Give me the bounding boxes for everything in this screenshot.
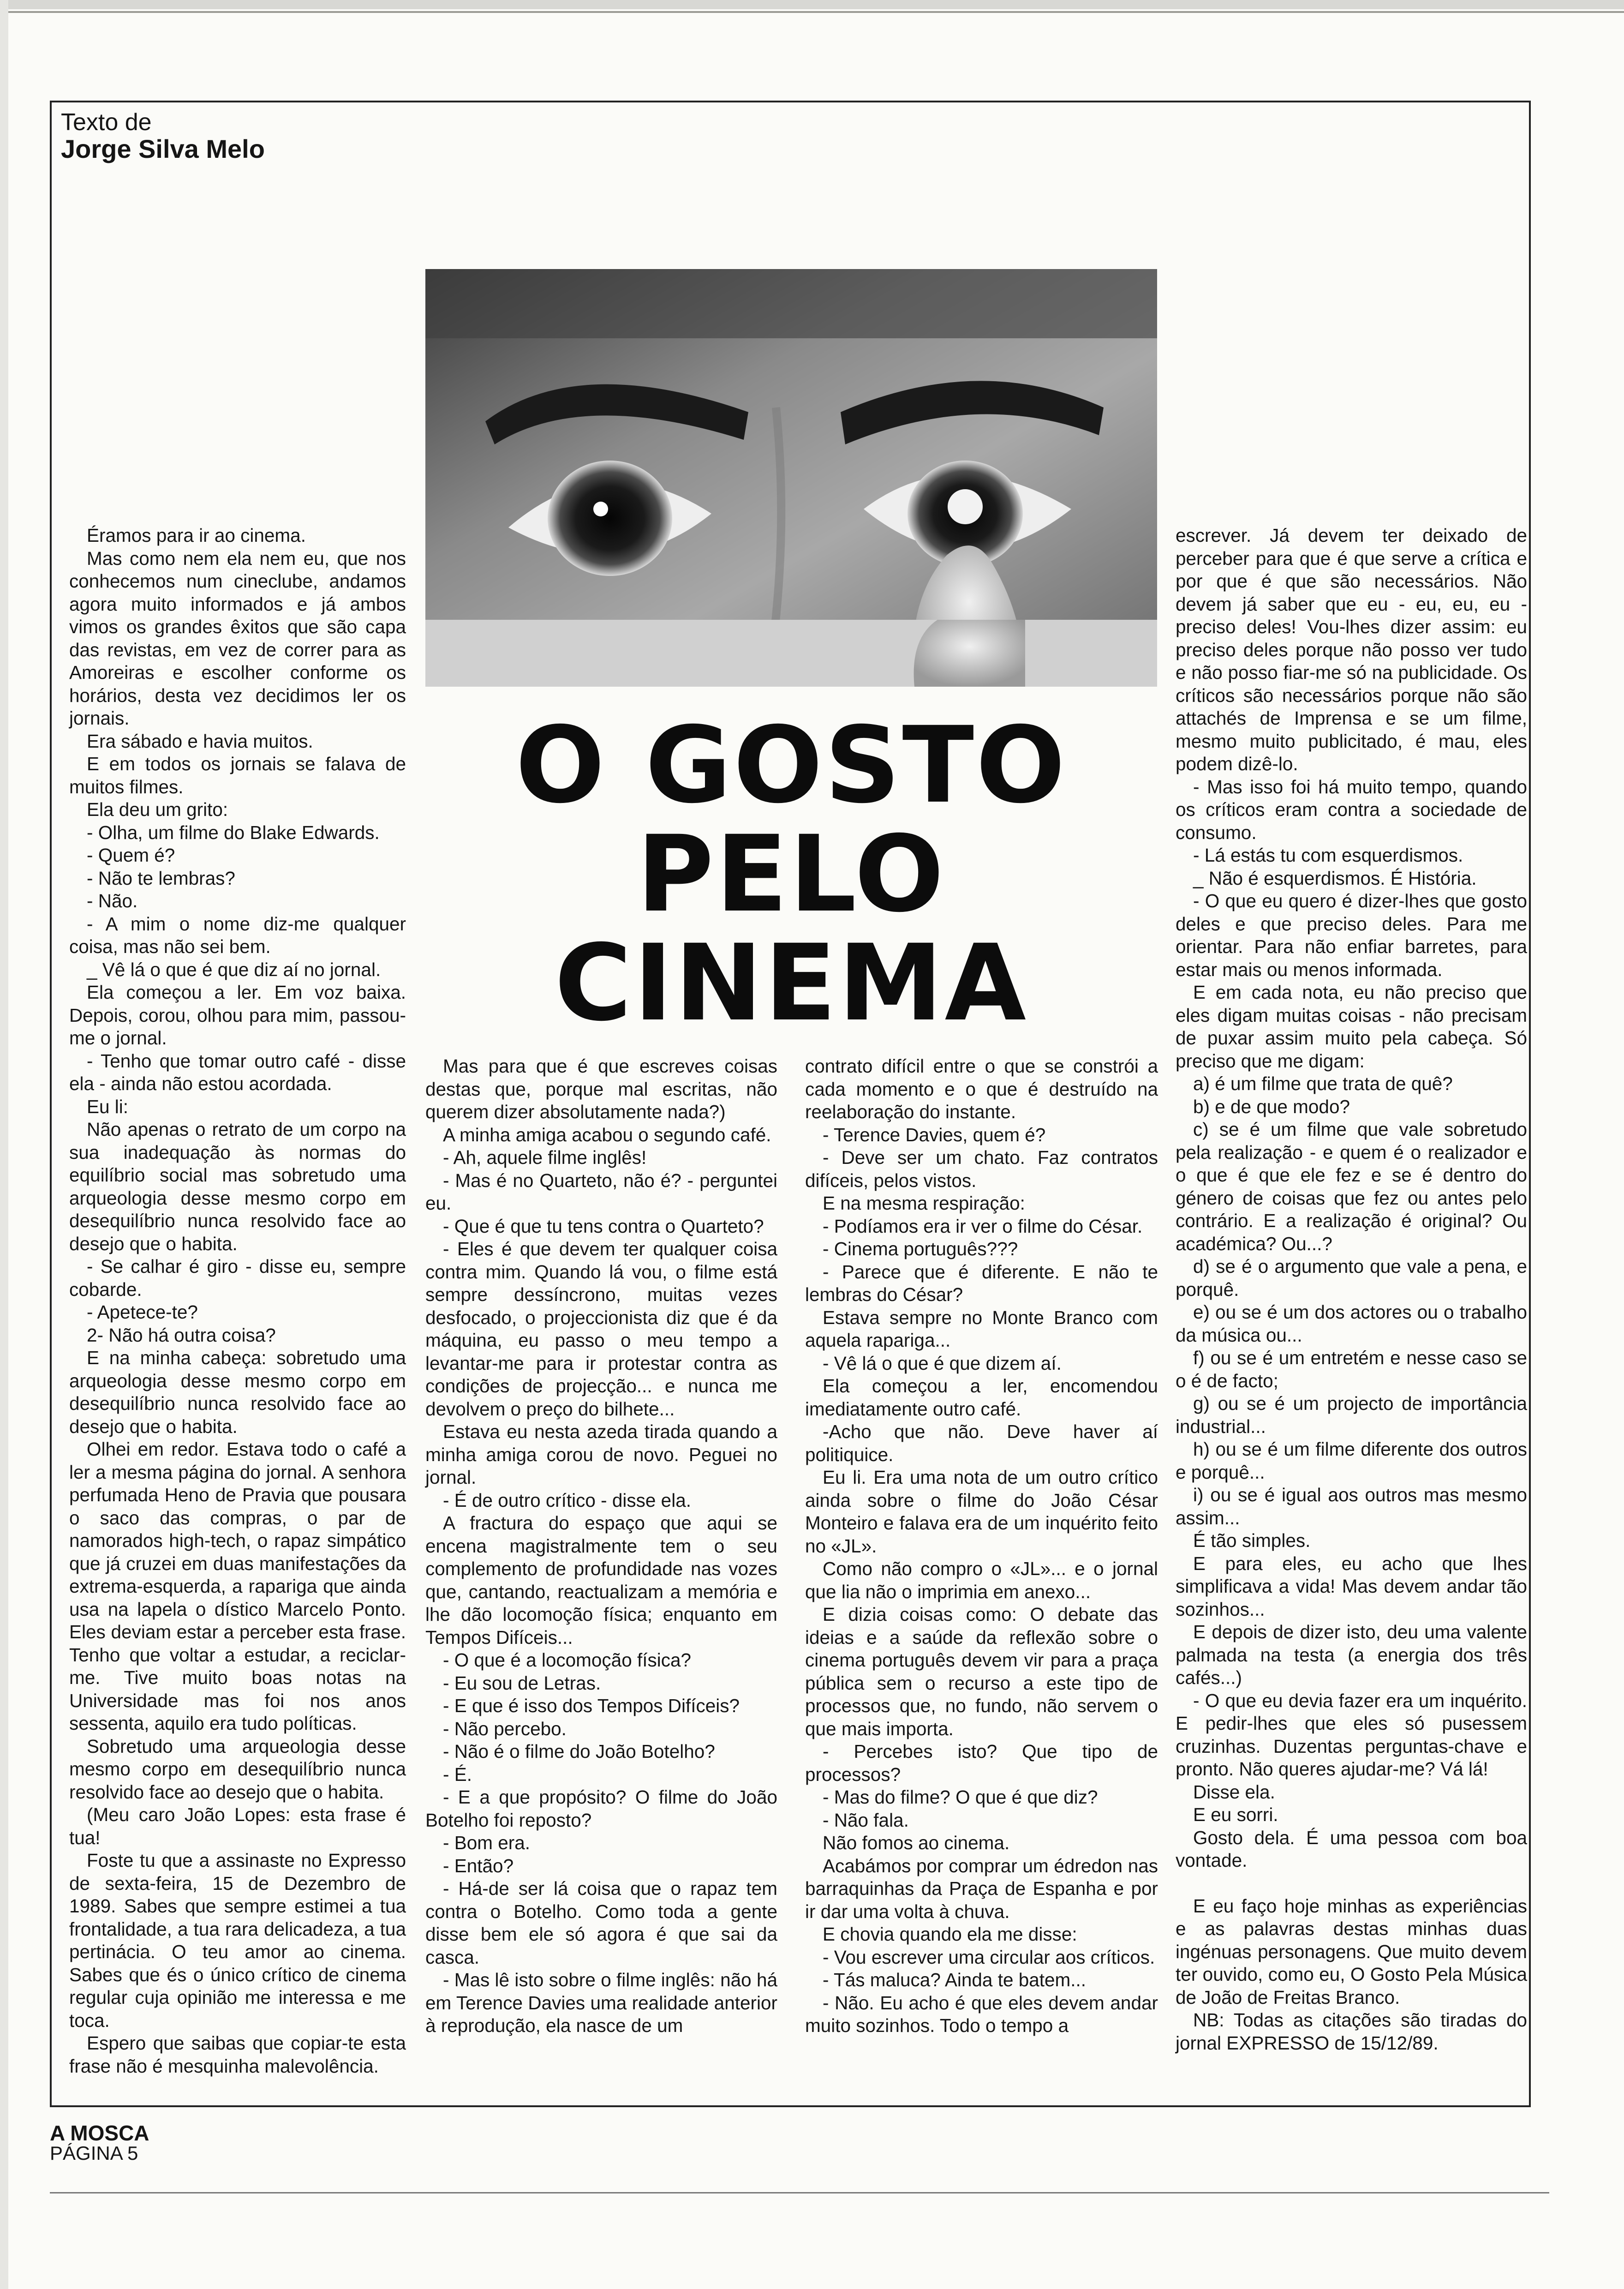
paragraph: contrato difícil entre o que se constrói a cada momento e o que é destruído na reelaboração do instante.	[805, 1055, 1158, 1122]
paragraph: E chovia quando ela me disse:	[823, 1923, 1077, 1945]
byline-prefix: Texto de	[61, 109, 152, 136]
paragraph: - O que eu devia fazer era um inquérito. E pedir-lhes que eles só pusessem cruzinhas. Duzentas perguntas-chave e pronto. Não queres ajudar-me? Vá lá!	[1176, 1690, 1527, 1780]
paragraph: Como não compro o «JL»... e o jornal que lia não o imprimia em anexo...	[805, 1558, 1158, 1602]
paragraph: Mas para que é que escreves coisas destas que, porque mal escritas, não querem dizer absolutamente nada?)	[425, 1055, 777, 1122]
paragraph: - Vou escrever uma circular aos críticos.	[823, 1946, 1155, 1968]
paragraph: - Percebes isto? Que tipo de processos?	[805, 1741, 1158, 1785]
paragraph: E na mesma respiração:	[823, 1192, 1025, 1214]
paragraph: Estava eu nesta azeda tirada quando a minha amiga corou de novo. Peguei no jornal.	[425, 1421, 777, 1488]
paragraph: b) e de que modo?	[1193, 1096, 1350, 1117]
paragraph: - Não fala.	[823, 1809, 909, 1831]
paragraph: escrever. Já devem ter deixado de perceber para que é que serve a crítica e por que é que são necessários. Não devem já saber que eu - eu, eu, eu - preciso deles! Vou-lhes dizer assim: eu preciso deles porque não posso ver tudo e não posso fiar-me só na publicidade. Os críticos são necessários porque não são attachés de Imprensa e se um filme, mesmo muito publicitado, é mau, eles podem dizê-lo.	[1176, 525, 1527, 774]
paragraph: - Apetece-te?	[87, 1301, 198, 1323]
paragraph: - Lá estás tu com esquerdismos.	[1193, 845, 1463, 866]
bottom-rule	[50, 2192, 1549, 2193]
paragraph: - Mas é no Quarteto, não é? - perguntei eu.	[425, 1169, 777, 1214]
page-footer	[50, 2123, 149, 2163]
paragraph: E para eles, eu acho que lhes simplificava a vida! Mas devem andar tão sozinhos...	[1176, 1552, 1527, 1620]
paragraph: - Eu sou de Letras.	[443, 1672, 601, 1694]
paragraph: Não fomos ao cinema.	[823, 1832, 1010, 1853]
paragraph: - Vê lá o que é que dizem aí.	[823, 1352, 1062, 1374]
paragraph: Foste tu que a assinaste no Expresso de sexta-feira, 15 de Dezembro de 1989. Sabes que sempre estimei a tua frontalidade, a tua rara delicadeza, a tua pertinácia. O teu amor ao cinema. Sabes que és o único crítico de cinema regular cuja opinião me interessa e me toca.	[69, 1850, 406, 2031]
paragraph: - Deve ser um chato. Faz contratos difíceis, pelos vistos.	[805, 1147, 1158, 1191]
paragraph: E eu sorri.	[1193, 1804, 1278, 1825]
paragraph: - Não.	[87, 890, 138, 911]
paragraph: - Não percebo.	[443, 1718, 567, 1739]
paragraph: - Podíamos era ir ver o filme do César.	[823, 1215, 1143, 1237]
paragraph: c) se é um filme que vale sobretudo pela realização - e quem é o realizador e o que é que ele fez e se é dentro do género de coisas que fez ou antes pelo contrário. E a realização é original? Ou académica? Ou...?	[1176, 1119, 1527, 1254]
paragraph: - É de outro crítico - disse ela.	[443, 1489, 691, 1511]
paragraph: Mas como nem ela nem eu, que nos conhecemos num cineclube, andamos agora muito informados e já ambos vimos os grandes êxitos que são capa das revistas, em vez de correr para as Amoreiras e escolher conforme os horários, desta vez decidimos ler os jornais.	[69, 547, 406, 729]
paragraph: _ Não é esquerdismos. É História.	[1193, 867, 1477, 889]
page-scan-edge-rule	[0, 11, 1624, 13]
page-number: PÁGINA 5	[50, 2142, 138, 2164]
headline-line-1: O GOSTO	[515, 704, 1067, 827]
paragraph: - Bom era.	[443, 1832, 531, 1853]
paragraph: - Mas lê isto sobre o filme inglês: não há em Terence Davies uma realidade anterior à reprodução, ela nasce de um	[425, 1969, 777, 2036]
headline-line-2: PELO	[637, 813, 946, 935]
paragraph: - E que é isso dos Tempos Difíceis?	[443, 1695, 740, 1716]
text-column-2	[425, 1055, 777, 2037]
paragraph: - Mas do filme? O que é que diz?	[823, 1786, 1098, 1808]
paragraph: - Não. Eu acho é que eles devem andar muito sozinhos. Todo o tempo a	[805, 1992, 1158, 2036]
paragraph: Estava sempre no Monte Branco com aquela rapariga...	[805, 1306, 1158, 1351]
paragraph: Gosto dela. É uma pessoa com boa vontade.	[1176, 1827, 1527, 1871]
paragraph: A minha amiga acabou o segundo café.	[443, 1124, 771, 1145]
text-column-4	[1176, 524, 1527, 2055]
paragraph: Eu li. Era uma nota de um outro crítico ainda sobre o filme do João César Monteiro e falava era de um inquérito feito no «JL».	[805, 1467, 1158, 1557]
paragraph: E na minha cabeça: sobretudo uma arqueologia desse mesmo corpo em desequilíbrio nunca resolvido face ao desejo que o habita.	[69, 1347, 406, 1437]
byline	[61, 109, 265, 162]
paragraph: - Que é que tu tens contra o Quarteto?	[443, 1215, 764, 1237]
paragraph: i) ou se é igual aos outros mas mesmo assim...	[1176, 1484, 1527, 1528]
paragraph: - Quem é?	[87, 845, 175, 866]
text-column-3	[805, 1055, 1158, 2037]
paragraph: e) ou se é um dos actores ou o trabalho da música ou...	[1176, 1301, 1527, 1346]
paragraph: Sobretudo uma arqueologia desse mesmo corpo em desequilíbrio nunca resolvido face ao desejo que o habita.	[69, 1735, 406, 1803]
paragraph: - Tás maluca? Ainda te batem...	[823, 1969, 1087, 1990]
paragraph: - E a que propósito? O filme do João Botelho foi reposto?	[425, 1786, 777, 1831]
paragraph: - Há-de ser lá coisa que o rapaz tem contra o Botelho. Como toda a gente disse bem ele só agora é que sai da casca.	[425, 1878, 777, 1968]
paragraph: E em todos os jornais se falava de muitos filmes.	[69, 753, 406, 797]
paragraph: - Mas isso foi há muito tempo, quando os críticos eram contra a sociedade de consumo.	[1176, 776, 1527, 843]
headline-line-3: CINEMA	[554, 922, 1028, 1044]
paragraph: - Olha, um filme do Blake Edwards.	[87, 821, 380, 843]
paragraph: Ela começou a ler, encomendou imediatamente outro café.	[805, 1375, 1158, 1420]
paragraph: E em cada nota, eu não preciso que eles digam muitas coisas - não precisam de puxar assim muito pela cabeça. Só preciso que me digam:	[1176, 982, 1527, 1072]
publication-name: A MOSCA	[50, 2121, 149, 2145]
paragraph: Ela começou a ler. Em voz baixa. Depois, corou, olhou para mim, passou-me o jornal.	[69, 982, 406, 1049]
paragraph: f) ou se é um entretém e nesse caso se o é de facto;	[1176, 1347, 1527, 1391]
paragraph: - É.	[443, 1763, 472, 1785]
paragraph: E eu faço hoje minhas as experiências e as palavras destas minhas duas ingénuas personagens. Que muito devem ter ouvido, como eu, O Gosto Pela Música de João de Freitas Branco.	[1176, 1895, 1527, 2008]
paragraph: Não apenas o retrato de um corpo na sua inadequação às normas do equilíbrio social mas sobretudo uma arqueologia desse mesmo corpo em desequilíbrio nunca resolvido face ao desejo que o habita.	[69, 1119, 406, 1254]
paragraph: É tão simples.	[1193, 1530, 1311, 1551]
text-column-1	[69, 524, 406, 2078]
paragraph: - Então?	[443, 1855, 514, 1876]
eyes-photo	[425, 269, 1157, 687]
paragraph: d) se é o argumento que vale a pena, e porquê.	[1176, 1256, 1527, 1300]
paragraph: _ Vê lá o que é que diz aí no jornal.	[87, 959, 381, 980]
paragraph: a) é um filme que trata de quê?	[1193, 1073, 1453, 1094]
paragraph: - O que é a locomoção física?	[443, 1649, 692, 1671]
paragraph: -Acho que não. Deve haver aí politiquice.	[805, 1421, 1158, 1465]
paragraph: Ela deu um grito:	[87, 799, 228, 820]
paragraph: - Terence Davies, quem é?	[823, 1124, 1046, 1145]
paragraph: - Parece que é diferente. E não te lembras do César?	[805, 1261, 1158, 1305]
paragraph: - O que eu quero é dizer-lhes que gosto deles e que preciso deles. Para me orientar. Para não enfiar barretes, para estar mais ou menos informada.	[1176, 890, 1527, 980]
paragraph: - Ah, aquele filme inglês!	[443, 1147, 647, 1168]
paragraph: - Não te lembras?	[87, 867, 235, 889]
page-scan-edge-left	[0, 0, 8, 2289]
eyes-photo-image	[425, 269, 1157, 687]
paragraph: Acabámos por comprar um édredon nas barraquinhas da Praça de Espanha e por ir dar uma volta à chuva.	[805, 1855, 1158, 1922]
headline	[480, 704, 1103, 1044]
paragraph: 2- Não há outra coisa?	[87, 1324, 276, 1346]
page-scan-edge	[0, 0, 1624, 9]
paragraph: - A mim o nome diz-me qualquer coisa, mas não sei bem.	[69, 913, 406, 957]
paragraph: Éramos para ir ao cinema.	[87, 525, 306, 546]
paragraph: - Não é o filme do João Botelho?	[443, 1741, 715, 1762]
paragraph: Disse ela.	[1193, 1781, 1275, 1803]
paragraph: E dizia coisas como: O debate das ideias e a saúde da reflexão sobre o cinema português devem vir para a praça pública sem o recurso a este tipo de processos que, no fundo, não servem o que mais importa.	[805, 1604, 1158, 1739]
byline-author: Jorge Silva Melo	[61, 134, 265, 163]
paragraph: - Cinema português???	[823, 1238, 1018, 1259]
paragraph: h) ou se é um filme diferente dos outros e porquê...	[1176, 1438, 1527, 1483]
paragraph: - Eles é que devem ter qualquer coisa contra mim. Quando lá vou, o filme está sempre dessíncrono, muitas vezes desfocado, o projeccionista diz que é da máquina, eu passo o meu tempo a levantar-me para ir protestar contra as condições de projecção... e nunca me devolvem o preço do bilhete...	[425, 1238, 777, 1420]
paragraph: Espero que saibas que copiar-te esta frase não é mesquinha malevolência.	[69, 2032, 406, 2077]
paragraph: NB: Todas as citações são tiradas do jornal EXPRESSO de 15/12/89.	[1176, 2009, 1527, 2054]
paragraph: - Tenho que tomar outro café - disse ela - ainda não estou acordada.	[69, 1050, 406, 1094]
paragraph: g) ou se é um projecto de importância industrial...	[1176, 1393, 1527, 1437]
paragraph: E depois de dizer isto, deu uma valente palmada na testa (a energia dos três cafés...)	[1176, 1621, 1527, 1688]
paragraph: Era sábado e havia muitos.	[87, 730, 313, 752]
paragraph: Eu li:	[87, 1096, 129, 1117]
paragraph: Olhei em redor. Estava todo o café a ler a mesma página do jornal. A senhora perfumada Heno de Pravia que pousara o saco das compras, o par de namorados high-tech, o rapaz simpático que já cruzei em duas manifestações da extrema-esquerda, a rapariga que ainda usa na lapela o dístico Marcelo Ponto. Eles deviam estar a perceber esta frase. Tenho que voltar a estudar, a reciclar-me. Tive muito boas notas na Universidade mas foi nos anos sessenta, aquilo era tudo políticas.	[69, 1438, 406, 1734]
paragraph: A fractura do espaço que aqui se encena magistralmente tem o seu complemento de profundidade nas vozes que, cantando, reactualizam a memória e lhe dão locomoção física; enquanto em Tempos Difíceis...	[425, 1512, 777, 1648]
paragraph: - Se calhar é giro - disse eu, sempre cobarde.	[69, 1256, 406, 1300]
paragraph: (Meu caro João Lopes: esta frase é tua!	[69, 1804, 406, 1848]
